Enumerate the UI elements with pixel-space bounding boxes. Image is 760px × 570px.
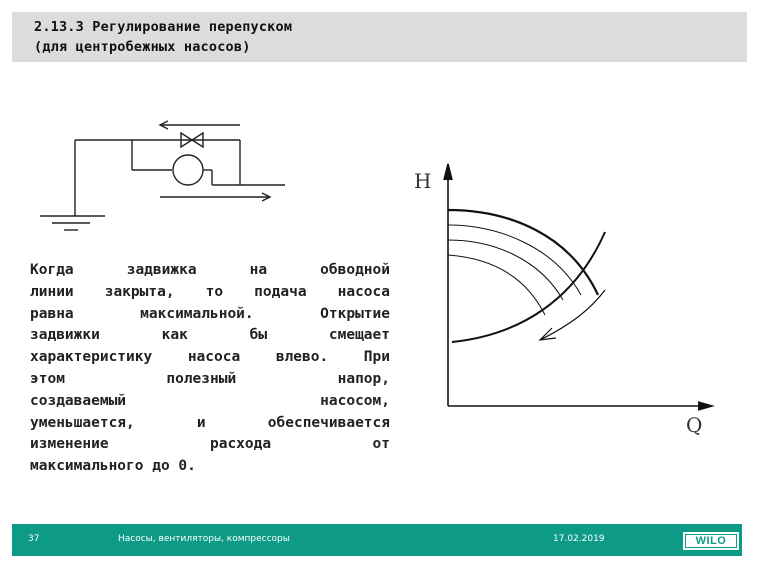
page-number: 37 <box>28 534 40 544</box>
pump-curve-main <box>448 210 598 295</box>
text-line: равна максимальной. Открытие <box>30 305 390 322</box>
pump-curve-2 <box>448 225 581 295</box>
wilo-logo-text: WILO <box>685 534 737 548</box>
footer-topic: Насосы, вентиляторы, компрессоры <box>118 534 290 544</box>
text-line: создаваемый насосом, <box>30 392 390 409</box>
text-line: задвижки как бы смещает <box>30 327 390 344</box>
y-axis-arrowhead <box>444 164 452 180</box>
shift-arrow-head <box>540 328 556 340</box>
text-line: характеристику насоса влево. При <box>30 349 390 366</box>
text-line: этом полезный напор, <box>30 370 390 387</box>
text-line: максимального до 0. <box>30 458 196 475</box>
pump-curve-3 <box>448 240 563 300</box>
text-line: уменьшается, и обеспечивается <box>30 414 390 431</box>
system-curve <box>452 232 605 342</box>
y-axis-label: H <box>414 169 432 193</box>
shift-arrow <box>540 290 605 340</box>
text-line: изменение расхода от <box>30 436 390 453</box>
x-axis-arrowhead <box>698 402 712 410</box>
text-line: линии закрыта, то подача насоса <box>30 283 390 300</box>
description-text <box>30 260 390 478</box>
text-line: Когда задвижка на обводной <box>30 262 390 278</box>
bypass-schematic <box>30 110 310 235</box>
pump-characteristic-chart <box>400 150 720 444</box>
slide-header <box>12 12 747 62</box>
slide-subtitle: (для центробежных насосов) <box>34 39 251 55</box>
slide-title: 2.13.3 Регулирование перепуском <box>34 19 293 35</box>
slide-footer <box>12 524 742 556</box>
pump-icon <box>173 155 203 185</box>
wilo-logo <box>682 531 740 551</box>
x-axis-label: Q <box>686 413 703 437</box>
footer-date: 17.02.2019 <box>553 534 605 544</box>
